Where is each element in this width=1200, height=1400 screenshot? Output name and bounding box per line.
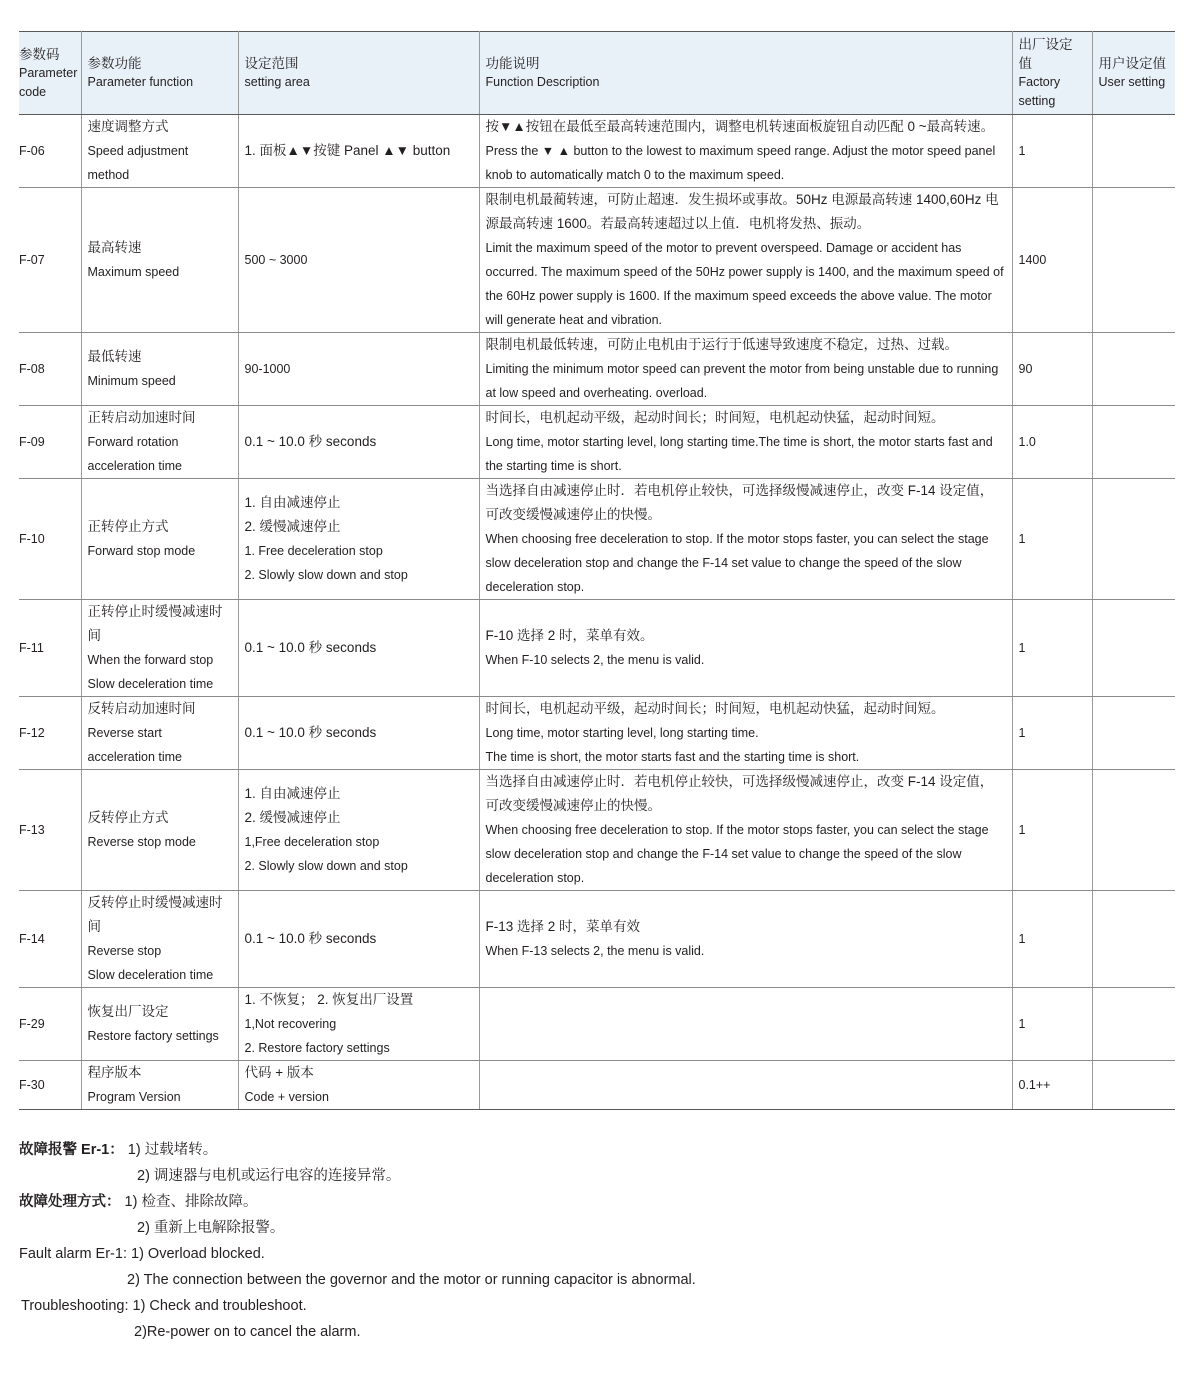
- cell-description: [479, 697, 1012, 770]
- cell-description: [479, 188, 1012, 333]
- cell-description-line: F-13 选择 2 时，菜单有效: [485, 919, 641, 934]
- cn-troubleshooting-item-1: 1) 检查、排除故障。: [124, 1194, 258, 1210]
- cell-setting-range: [238, 333, 479, 406]
- cell-factory-setting: 0.1++: [1012, 1061, 1092, 1110]
- cn-troubleshooting-label: 故障处理方式: [19, 1194, 106, 1210]
- cell-setting-range-line: 0.1 ~ 10.0 秒 seconds: [244, 725, 377, 740]
- header-user-setting: 用户设定值 User setting: [1092, 32, 1175, 115]
- cell-description-line: 当选择自由减速停止时．若电机停止较快，可选择级慢减速停止，改变 F-14 设定值，可改变缓慢减速停止的快慢。: [485, 483, 994, 522]
- table-row: [19, 333, 1175, 406]
- cell-description-line: 按▼▲按钮在最低至最高转速范围内，调整电机转速面板旋钮自动匹配 0 ~最高转速。: [485, 119, 995, 134]
- en-troubleshooting-line: [19, 1293, 1169, 1319]
- cell-function: [81, 891, 238, 988]
- cell-description-line: When F-10 selects 2, the menu is valid.: [485, 653, 705, 667]
- cell-setting-range-line: 1. 自由减速停止: [244, 786, 341, 801]
- cell-setting-range-line: 1. 不恢复； 2. 恢复出厂设置: [244, 992, 414, 1007]
- parameter-table-body: [19, 115, 1175, 1110]
- cell-function-line: 反转启动加速时间: [87, 701, 196, 716]
- cell-user-setting: [1092, 406, 1175, 479]
- cell-setting-range: [238, 891, 479, 988]
- cell-setting-range-line: 1. Free deceleration stop: [244, 544, 383, 558]
- en-fault-item-1: 1) Overload blocked.: [131, 1246, 265, 1262]
- fault-notes: [19, 1137, 1169, 1345]
- cell-factory-setting: 1: [1012, 697, 1092, 770]
- cn-fault-alarm-line: 故障报警 Er-1： 1) 过载堵转。: [19, 1142, 218, 1158]
- cell-description-line: When choosing free deceleration to stop. If the motor stops faster, you can select the stage slow deceleration stop and change the F-14 set value to change the speed of the slow deceleration stop.: [485, 532, 989, 594]
- cell-function-line: Reverse start acceleration time: [87, 726, 182, 764]
- cell-setting-range-line: 1,Free deceleration stop: [244, 835, 380, 849]
- cell-description-line: Long time, motor starting level, long starting time.: [485, 726, 759, 740]
- cell-setting-range: [238, 188, 479, 333]
- cell-function-line: 程序版本: [87, 1065, 142, 1080]
- cell-description-line: 限制电机最蔺转速，可防止超速．发生损坏或事故。50Hz 电源最高转速 1400,60Hz 电源最高转速 1600。若最高转速超过以上值．电机将发热、振动。: [485, 192, 999, 231]
- parameter-table: [19, 31, 1175, 1110]
- cell-description-line: The time is short, the motor starts fast and the starting time is short.: [485, 750, 860, 764]
- cn-troubleshooting-line: 故障处理方式： 1) 检查、排除故障。: [19, 1194, 258, 1210]
- cell-user-setting: [1092, 115, 1175, 188]
- cell-setting-range-line: 2. Slowly slow down and stop: [244, 859, 408, 873]
- cell-setting-range-line: Code + version: [244, 1090, 329, 1104]
- cell-function: [81, 770, 238, 891]
- table-row: [19, 770, 1175, 891]
- cell-setting-range-line: 0.1 ~ 10.0 秒 seconds: [244, 434, 377, 449]
- header-function-description: 功能说明 Function Description: [479, 32, 1012, 115]
- cell-function-line: 最高转速: [87, 240, 142, 255]
- cell-function-line: When the forward stop: [87, 653, 214, 667]
- cell-description: [479, 891, 1012, 988]
- cell-code: F-09: [19, 406, 81, 479]
- cell-code: F-14: [19, 891, 81, 988]
- cell-description-line: Long time, motor starting level, long starting time.The time is short, the motor starts fast and the starting time is short.: [485, 435, 993, 473]
- cell-function-line: Slow deceleration time: [87, 677, 214, 691]
- cell-function-line: 反转停止方式: [87, 810, 169, 825]
- header-setting-area: 设定范围 setting area: [238, 32, 479, 115]
- cell-factory-setting: 1: [1012, 600, 1092, 697]
- cell-description-line: When choosing free deceleration to stop. If the motor stops faster, you can select the stage slow deceleration stop and change the F-14 set value to change the speed of the slow deceleration stop.: [485, 823, 989, 885]
- cell-code: F-10: [19, 479, 81, 600]
- cell-function-line: Maximum speed: [87, 265, 180, 279]
- cell-description-line: 时间长，电机起动平级，起动时间长；时间短，电机起动快猛，起动时间短。: [485, 410, 945, 425]
- cell-description: [479, 1061, 1012, 1110]
- cell-user-setting: [1092, 479, 1175, 600]
- cell-factory-setting: 1400: [1012, 188, 1092, 333]
- cell-function: [81, 600, 238, 697]
- header-parameter-function: 参数功能 Parameter function: [81, 32, 238, 115]
- parameter-table-container: [19, 31, 1175, 1110]
- cell-function-line: 最低转速: [87, 349, 142, 364]
- cell-function-line: 正转启动加速时间: [87, 410, 196, 425]
- cell-setting-range-line: 2. Restore factory settings: [244, 1041, 390, 1055]
- table-row: [19, 600, 1175, 697]
- cell-description: [479, 988, 1012, 1061]
- cell-factory-setting: 1: [1012, 479, 1092, 600]
- cell-function: [81, 1061, 238, 1110]
- cell-function-line: Restore factory settings: [87, 1029, 219, 1043]
- table-row: [19, 697, 1175, 770]
- cell-function-line: 正转停止时缓慢减速时间: [87, 604, 223, 643]
- table-row: [19, 479, 1175, 600]
- cell-code: F-29: [19, 988, 81, 1061]
- cell-function-line: 正转停止方式: [87, 519, 169, 534]
- cell-setting-range-line: 代码 + 版本: [244, 1065, 314, 1080]
- cell-user-setting: [1092, 891, 1175, 988]
- en-fault-label: Fault alarm Er-1:: [19, 1246, 127, 1262]
- cell-setting-range-line: 2. 缓慢减速停止: [244, 810, 341, 825]
- cell-code: F-08: [19, 333, 81, 406]
- cell-function-line: Speed adjustment method: [87, 144, 189, 182]
- cell-setting-range-line: 1. 自由减速停止: [244, 495, 341, 510]
- cell-function: [81, 406, 238, 479]
- cell-description: [479, 406, 1012, 479]
- cell-code: F-11: [19, 600, 81, 697]
- table-header-row: [19, 32, 1175, 115]
- cell-user-setting: [1092, 188, 1175, 333]
- cell-function-line: Reverse stop mode: [87, 835, 196, 849]
- cell-setting-range-line: 0.1 ~ 10.0 秒 seconds: [244, 640, 377, 655]
- table-row: [19, 1061, 1175, 1110]
- en-troubleshooting-item-1: 1) Check and troubleshoot.: [132, 1298, 307, 1314]
- cell-description-line: Limiting the minimum motor speed can prevent the motor from being unstable due to running at low speed and overheating. overload.: [485, 362, 999, 400]
- cell-factory-setting: 1: [1012, 115, 1092, 188]
- cn-fault-item-1: 1) 过载堵转。: [127, 1142, 218, 1158]
- cell-code: F-30: [19, 1061, 81, 1110]
- cell-setting-range-line: 1,Not recovering: [244, 1017, 337, 1031]
- cell-description: [479, 600, 1012, 697]
- cell-code: F-12: [19, 697, 81, 770]
- cell-function-line: 恢复出厂设定: [87, 1004, 169, 1019]
- cell-user-setting: [1092, 770, 1175, 891]
- cell-function-line: Reverse stop: [87, 944, 162, 958]
- cell-setting-range-line: 90-1000: [244, 362, 291, 376]
- cell-description: [479, 770, 1012, 891]
- cell-setting-range: [238, 115, 479, 188]
- cell-factory-setting: 90: [1012, 333, 1092, 406]
- cell-factory-setting: 1: [1012, 770, 1092, 891]
- cell-user-setting: [1092, 697, 1175, 770]
- en-fault-alarm-line: [19, 1241, 1169, 1267]
- cell-description-line: 时间长，电机起动平级，起动时间长；时间短，电机起动快猛，起动时间短。: [485, 701, 945, 716]
- cn-fault-item-2: 2) 调速器与电机或运行电容的连接异常。: [137, 1168, 401, 1184]
- cell-function: [81, 988, 238, 1061]
- cell-description: [479, 479, 1012, 600]
- cell-function: [81, 479, 238, 600]
- cell-factory-setting: 1.0: [1012, 406, 1092, 479]
- cell-function-line: 反转停止时缓慢减速时间: [87, 895, 223, 934]
- cell-setting-range-line: 2. Slowly slow down and stop: [244, 568, 408, 582]
- cell-description: [479, 115, 1012, 188]
- cell-user-setting: [1092, 988, 1175, 1061]
- cell-function-line: Forward rotation acceleration time: [87, 435, 182, 473]
- table-row: [19, 891, 1175, 988]
- cell-setting-range: [238, 406, 479, 479]
- cell-user-setting: [1092, 333, 1175, 406]
- cell-description-line: When F-13 selects 2, the menu is valid.: [485, 944, 705, 958]
- cell-description: [479, 333, 1012, 406]
- cell-setting-range: [238, 1061, 479, 1110]
- table-row: [19, 406, 1175, 479]
- cell-setting-range: [238, 770, 479, 891]
- cell-user-setting: [1092, 1061, 1175, 1110]
- cell-function: [81, 188, 238, 333]
- cell-description-line: Press the ▼ ▲ button to the lowest to maximum speed range. Adjust the motor speed panel knob to automatically match 0 to the maximum speed.: [485, 144, 996, 182]
- cell-function-line: Minimum speed: [87, 374, 176, 388]
- cell-description-line: Limit the maximum speed of the motor to prevent overspeed. Damage or accident has occurred. The maximum speed of the 50Hz power supply is 1400, and the maximum speed of the 60Hz power supply is 1600. If the maximum speed exceeds the above value. The motor will generate heat and vibration.: [485, 241, 1004, 327]
- cell-function-line: Slow deceleration time: [87, 968, 214, 982]
- cell-setting-range: [238, 697, 479, 770]
- header-parameter-code: 参数码 Parameter code: [19, 32, 81, 115]
- cell-description-line: 限制电机最低转速，可防止电机由于运行于低速导致速度不稳定，过热、过载。: [485, 337, 958, 352]
- cell-factory-setting: 1: [1012, 988, 1092, 1061]
- cell-setting-range: [238, 988, 479, 1061]
- cell-setting-range-line: 0.1 ~ 10.0 秒 seconds: [244, 931, 377, 946]
- cell-setting-range-line: 500 ~ 3000: [244, 253, 308, 267]
- cell-function-line: Forward stop mode: [87, 544, 196, 558]
- cn-fault-label: 故障报警 Er-1: [19, 1142, 110, 1158]
- cell-function-line: Program Version: [87, 1090, 181, 1104]
- cell-setting-range: [238, 479, 479, 600]
- cell-setting-range-line: 1. 面板▲▼按键 Panel ▲▼ button: [244, 143, 451, 158]
- cell-setting-range-line: 2. 缓慢减速停止: [244, 519, 341, 534]
- cell-code: F-06: [19, 115, 81, 188]
- cell-user-setting: [1092, 600, 1175, 697]
- cell-factory-setting: 1: [1012, 891, 1092, 988]
- cell-function: [81, 115, 238, 188]
- cell-function: [81, 333, 238, 406]
- table-row: [19, 188, 1175, 333]
- cell-description-line: F-10 选择 2 时，菜单有效。: [485, 628, 654, 643]
- table-row: [19, 988, 1175, 1061]
- cell-function: [81, 697, 238, 770]
- cell-function-line: 速度调整方式: [87, 119, 169, 134]
- cell-code: F-07: [19, 188, 81, 333]
- cell-setting-range: [238, 600, 479, 697]
- cell-code: F-13: [19, 770, 81, 891]
- cn-troubleshooting-item-2: 2) 重新上电解除报警。: [137, 1220, 285, 1236]
- table-row: [19, 115, 1175, 188]
- en-fault-item-2: 2) The connection between the governor and the motor or running capacitor is abnormal.: [127, 1272, 696, 1288]
- en-troubleshooting-item-2: 2)Re-power on to cancel the alarm.: [134, 1324, 361, 1340]
- cell-description-line: 当选择自由减速停止时．若电机停止较快，可选择级慢减速停止，改变 F-14 设定值，可改变缓慢减速停止的快慢。: [485, 774, 994, 813]
- header-factory-setting: 出厂设定值 Factory setting: [1012, 32, 1092, 115]
- en-troubleshooting-label: Troubleshooting:: [21, 1298, 129, 1314]
